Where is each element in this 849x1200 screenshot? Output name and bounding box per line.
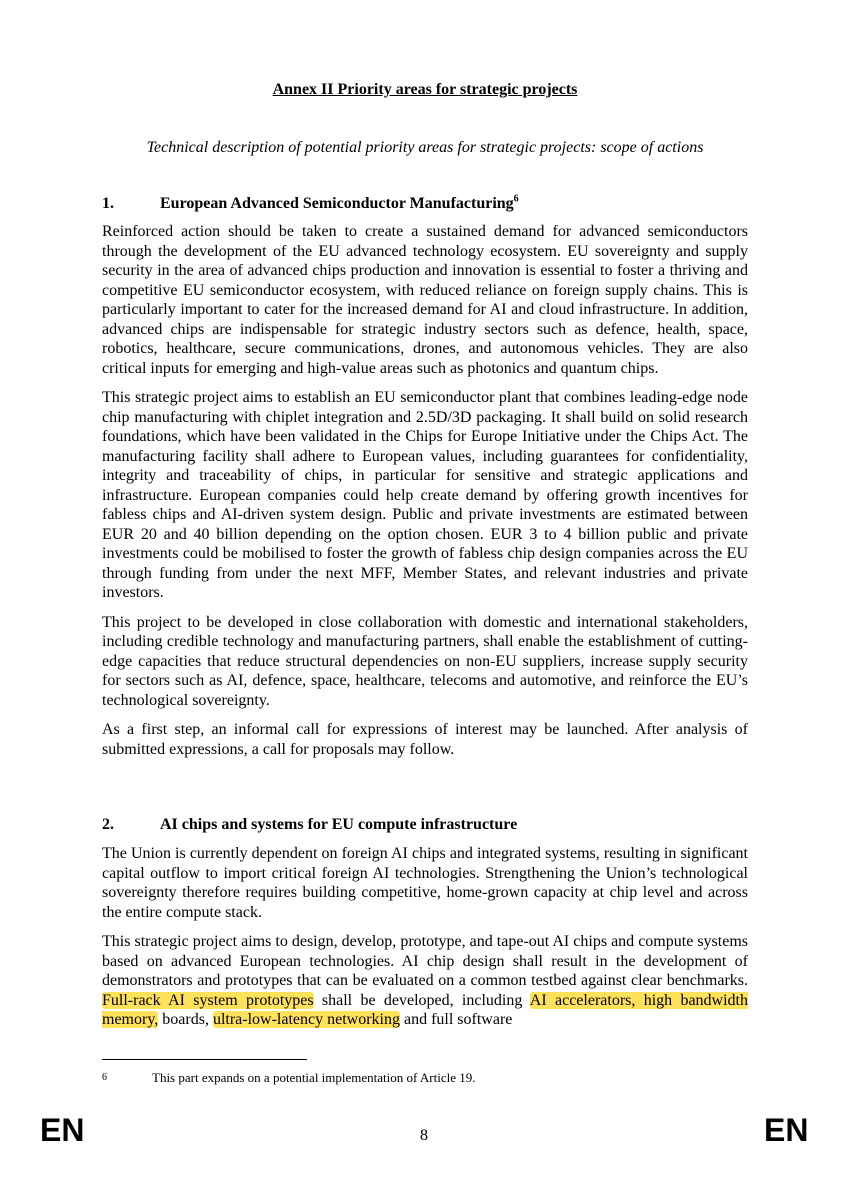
highlight-networking: ultra-low-latency networking (212, 1011, 400, 1028)
section-2-body (102, 844, 748, 1040)
text-run: and full software (399, 1011, 513, 1028)
section-2-paragraph: The Union is currently dependent on foreign AI chips and integrated systems, resulting in significant capital outflow to import critical foreign AI technologies. Strengthening the Union’s technological sovereignty therefore requires building competitive, home-grown capacity at chip level and across the entire compute stack. (102, 845, 748, 921)
footnote-divider (102, 1059, 307, 1060)
document-subtitle: Technical description of potential priority areas for strategic projects: scope of actions (146, 139, 704, 156)
annex-title: Annex II Priority areas for strategic projects (272, 81, 578, 98)
footnote (102, 1070, 748, 1086)
section-1-paragraph: This strategic project aims to establish an EU semiconductor plant that combines leading-edge node chip manufacturing with chiplet integration and 2.5D/3D packaging. It shall build on solid research foundations, which have been validated in the Chips for Europe Initiative under the Chips Act. The manufacturing facility shall adhere to European values, including guarantees for confidentiality, integrity and traceability of chips, in particular for sensitive and strategic applications and infrastructure. European companies could help create demand by offering growth incentives for fabless chips and AI-driven system design. Public and private investments are estimated between EUR 20 and 40 billion depending on the option chosen. EUR 3 to 4 billion public and private investments could be mobilised to foster the growth of fabless chip design companies across the EU through funding from under the next MFF, Member States, and relevant industries and private investors. (102, 389, 748, 601)
section-2-title: AI chips and systems for EU compute infrastructure (160, 816, 518, 833)
footnote-text: This part expands on a potential implementation of Article 19. (152, 1070, 476, 1085)
section-1-heading (102, 194, 748, 214)
language-code-left: EN (40, 1112, 85, 1148)
section-1-title: European Advanced Semiconductor Manufacturing (160, 195, 514, 212)
section-1-body (102, 222, 748, 769)
text-run: shall be developed, including (313, 991, 530, 1009)
section-2-number: 2. (102, 816, 114, 833)
section-1-number: 1. (102, 195, 114, 212)
footnote-number: 6 (102, 1072, 107, 1083)
highlight-accelerators: AI accelerators, high bandwidth memory, (102, 991, 749, 1028)
text-run: boards, (158, 1011, 213, 1028)
section-2-paragraph-highlighted (102, 932, 748, 1030)
footnote-ref[interactable]: 6 (513, 193, 519, 205)
section-2-heading (102, 815, 748, 835)
highlight-prototypes: Full-rack AI system prototypes (102, 991, 314, 1009)
language-code-right: EN (764, 1112, 809, 1148)
text-run: This strategic project aims to design, develop, prototype, and tape-out AI chips and compute systems based on advanced European technologies. AI chip design shall result in the development of demonstrators and prototypes that can be evaluated on a common testbed against clear benchmarks. (102, 933, 748, 989)
page-number: 8 (420, 1127, 428, 1144)
section-1-paragraph: This project to be developed in close collaboration with domestic and international stakeholders, including credible technology and manufacturing partners, shall enable the establishment of cutting-edge capacities that reduce structural dependencies on non-EU suppliers, increase supply security for sectors such as AI, defence, space, healthcare, telecoms and automotive, and reinforce the EU’s technological sovereignty. (102, 613, 748, 709)
section-1-paragraph: As a first step, an informal call for expressions of interest may be launched. After analysis of submitted expressions, a call for proposals may follow. (102, 721, 748, 758)
section-1-paragraph: Reinforced action should be taken to create a sustained demand for advanced semiconductors through the development of the EU advanced technology ecosystem. EU sovereignty and supply security in the area of advanced chips production and innovation is essential to foster a thriving and competitive EU semiconductor ecosystem, with reduced reliance on foreign supply chains. This is particularly important to cater for the increased demand for AI and cloud infrastructure. In addition, advanced chips are indispensable for strategic industry sectors such as defence, health, space, robotics, healthcare, secure communications, drones, and autonomous vehicles. They are also critical inputs for emerging and high-value areas such as photonics and quantum chips. (102, 223, 748, 377)
